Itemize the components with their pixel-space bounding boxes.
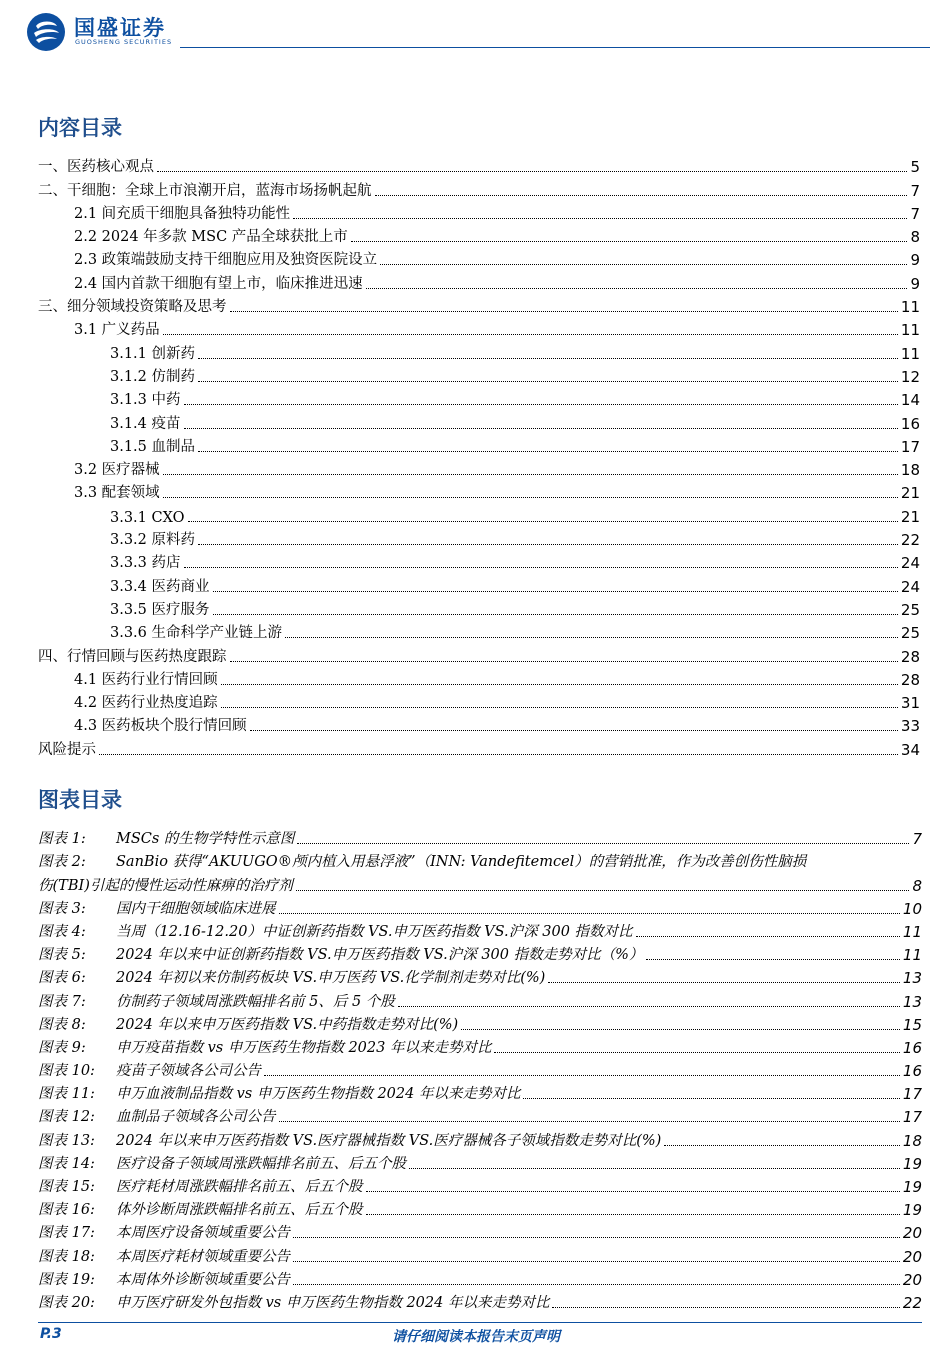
dot-leader xyxy=(296,890,910,891)
toc-entry-page: 22 xyxy=(900,531,920,550)
figure-number: 图表 10: xyxy=(38,1063,95,1080)
figure-title: 仿制药子领域周涨跌幅排名前 5、后 5 个股 xyxy=(116,993,395,1010)
figure-number: 图表 2: xyxy=(38,854,86,871)
figures-title: 图表目录 xyxy=(38,787,122,812)
figure-page: 17 xyxy=(902,1085,922,1104)
toc-entry-label: 3.1 广义药品 xyxy=(74,322,160,339)
figure-entry[interactable] xyxy=(38,1219,922,1242)
dot-leader xyxy=(198,544,898,545)
toc-entry-page: 25 xyxy=(900,624,920,643)
dot-leader xyxy=(366,1191,900,1192)
figure-title: 本周医疗耗材领域重要公告 xyxy=(116,1248,290,1265)
figure-title: MSCs 的生物学特性示意图 xyxy=(116,831,295,848)
toc-entry-label: 3.3 配套领域 xyxy=(74,485,160,502)
dot-leader xyxy=(198,358,898,359)
toc-entry[interactable] xyxy=(38,316,920,339)
figure-page: 13 xyxy=(902,969,922,988)
toc-entry-label: 4.2 医药行业热度追踪 xyxy=(74,695,218,712)
figure-page: 16 xyxy=(902,1038,922,1057)
figure-number: 图表 19: xyxy=(38,1271,95,1288)
toc-entry[interactable] xyxy=(38,619,920,642)
dot-leader xyxy=(264,1075,900,1076)
figure-number: 图表 20: xyxy=(38,1294,95,1311)
toc-entry-label: 三、细分领域投资策略及思考 xyxy=(38,299,227,316)
figure-number: 图表 6: xyxy=(38,970,86,987)
toc-entry-label: 3.3.5 医疗服务 xyxy=(110,601,210,618)
figure-title: 血制品子领域各公司公告 xyxy=(116,1109,276,1126)
toc-entry[interactable] xyxy=(38,502,920,525)
toc-entry-label: 2.4 国内首款干细胞有望上市，临床推进迅速 xyxy=(74,275,363,292)
toc-entry-label: 3.1.1 创新药 xyxy=(110,345,196,362)
toc-entry[interactable] xyxy=(38,386,920,409)
figure-title: 2024 年以来中证创新药指数 VS.申万医药指数 VS.沪深 300 指数走势对比（%） xyxy=(116,947,644,964)
dot-leader xyxy=(461,1029,900,1030)
figure-entry[interactable] xyxy=(38,1266,922,1289)
figure-page: 10 xyxy=(902,899,922,918)
toc-entry-page: 7 xyxy=(910,181,920,200)
toc-entry[interactable] xyxy=(38,223,920,246)
figure-number: 图表 1: xyxy=(38,831,86,848)
toc-entry-page: 21 xyxy=(900,484,920,503)
figure-title: 体外诊断周涨跌幅排名前五、后五个股 xyxy=(116,1202,363,1219)
dot-leader xyxy=(552,1307,899,1308)
figure-entry[interactable] xyxy=(38,1080,922,1103)
dot-leader xyxy=(380,264,907,265)
toc-entry[interactable] xyxy=(38,176,920,199)
toc-entry-label: 3.1.5 血制品 xyxy=(110,438,196,455)
disclaimer-note: 请仔细阅读本报告末页声明 xyxy=(392,1329,560,1345)
toc-entry-label: 风险提示 xyxy=(38,741,96,758)
toc-entry-page: 24 xyxy=(900,554,920,573)
figure-number: 图表 4: xyxy=(38,923,86,940)
figure-page: 18 xyxy=(902,1131,922,1150)
figure-entry[interactable] xyxy=(38,825,922,848)
figure-number: 图表 13: xyxy=(38,1132,95,1149)
dot-leader xyxy=(184,567,898,568)
figure-page: 20 xyxy=(902,1224,922,1243)
figure-title: 申万疫苗指数 vs 申万医药生物指数 2023 年以来走势对比 xyxy=(116,1039,492,1056)
dot-leader xyxy=(285,637,898,638)
toc-entry[interactable] xyxy=(38,596,920,619)
dot-leader xyxy=(494,1052,899,1053)
toc-entry[interactable] xyxy=(38,456,920,479)
figure-title: SanBio 获得“AKUUGO®颅内植入用悬浮液”（INN: Vandefitemcel）的营销批准，作为改善创伤性脑损 xyxy=(116,854,807,871)
toc-entry-page: 17 xyxy=(900,437,920,456)
figure-title: 申万血液制品指数 vs 申万医药生物指数 2024 年以来走势对比 xyxy=(116,1086,521,1103)
figure-entry[interactable] xyxy=(38,964,922,987)
dot-leader xyxy=(184,428,898,429)
toc-entry[interactable] xyxy=(38,433,920,456)
toc-entry[interactable] xyxy=(38,526,920,549)
figure-page: 19 xyxy=(902,1178,922,1196)
dot-leader xyxy=(198,451,898,452)
dot-leader xyxy=(297,843,909,844)
figure-number: 图表 14: xyxy=(38,1155,95,1172)
dot-leader xyxy=(293,1237,900,1238)
figure-number: 图表 9: xyxy=(38,1039,86,1056)
figure-page: 20 xyxy=(902,1270,922,1289)
figure-page: 19 xyxy=(902,1154,922,1173)
dot-leader xyxy=(184,404,898,405)
figure-number: 图表 11: xyxy=(38,1086,95,1103)
toc-entry-label: 3.2 医疗器械 xyxy=(74,462,160,479)
figure-page: 17 xyxy=(902,1108,922,1127)
toc-entry-page: 24 xyxy=(900,577,920,596)
toc-entry-label: 2.2 2024 年多款 MSC 产品全球获批上市 xyxy=(74,229,348,246)
page-number: P.3 xyxy=(40,1326,62,1342)
toc-entry-label: 3.3.1 CXO xyxy=(110,509,185,526)
figure-page: 11 xyxy=(902,946,922,965)
toc-entry-page: 5 xyxy=(910,158,920,177)
toc-entry[interactable] xyxy=(38,642,920,665)
figure-title: 本周体外诊断领域重要公告 xyxy=(116,1271,290,1288)
toc-entry-page: 11 xyxy=(900,344,920,363)
toc-entry[interactable] xyxy=(38,735,920,758)
figure-number: 图表 18: xyxy=(38,1248,95,1265)
toc-entry[interactable] xyxy=(38,712,920,735)
toc-entry-page: 25 xyxy=(900,600,920,619)
figure-title: 疫苗子领域各公司公告 xyxy=(116,1063,261,1080)
figure-entry[interactable] xyxy=(38,1103,922,1126)
figure-entry[interactable] xyxy=(38,918,922,941)
figure-title-continued: 伤(TBI)引起的慢性运动性麻痹的治疗剂 xyxy=(38,877,293,894)
figure-title: 医疗设备子领域周涨跌幅排名前五、后五个股 xyxy=(116,1155,406,1172)
dot-leader xyxy=(293,1284,900,1285)
dot-leader xyxy=(375,195,908,196)
toc-entry[interactable] xyxy=(38,549,920,572)
dot-leader xyxy=(646,959,900,960)
dot-leader xyxy=(230,311,898,312)
figure-page: 8 xyxy=(912,876,922,895)
toc-entry[interactable] xyxy=(38,293,920,316)
toc-entry-page: 31 xyxy=(900,694,920,713)
toc-entry[interactable] xyxy=(38,572,920,595)
toc-entry[interactable] xyxy=(38,269,920,292)
list-of-figures xyxy=(38,825,922,1312)
toc-entry[interactable] xyxy=(38,689,920,712)
figure-page: 19 xyxy=(902,1201,922,1220)
figure-page: 22 xyxy=(902,1293,922,1312)
figure-number: 图表 5: xyxy=(38,947,86,964)
toc-entry[interactable] xyxy=(38,246,920,269)
figure-entry[interactable] xyxy=(38,1242,922,1265)
figure-number: 图表 17: xyxy=(38,1225,95,1242)
dot-leader xyxy=(188,521,898,522)
toc-entry-page: 14 xyxy=(900,391,920,410)
figure-number: 图表 7: xyxy=(38,993,86,1010)
dot-leader xyxy=(398,1006,900,1007)
toc-entry-label: 3.1.4 疫苗 xyxy=(110,415,181,432)
toc-entry-label: 2.3 政策端鼓励支持干细胞应用及独资医院设立 xyxy=(74,252,378,269)
toc-entry-page: 18 xyxy=(900,461,920,480)
figure-entry[interactable] xyxy=(38,1034,922,1057)
figure-title: 2024 年初以来仿制药板块 VS.申万医药 VS.化学制剂走势对比(%) xyxy=(116,970,546,987)
company-name-en: GUOSHENG SECURITIES xyxy=(75,38,173,46)
toc-entry-label: 二、干细胞：全球上市浪潮开启，蓝海市场扬帆起航 xyxy=(38,182,372,199)
figure-title: 国内干细胞领域临床进展 xyxy=(116,900,276,917)
dot-leader xyxy=(163,334,898,335)
toc-entry-page: 9 xyxy=(910,274,920,293)
dot-leader xyxy=(351,241,908,242)
toc-title: 内容目录 xyxy=(38,115,122,140)
figure-entry[interactable] xyxy=(38,1289,922,1312)
toc-entry-page: 33 xyxy=(900,717,920,736)
figure-entry[interactable] xyxy=(38,1150,922,1173)
toc-entry[interactable] xyxy=(38,363,920,386)
toc-entry-label: 4.3 医药板块个股行情回顾 xyxy=(74,718,247,735)
toc-entry-label: 2.1 间充质干细胞具备独特功能性 xyxy=(74,205,291,222)
figure-title: 申万医疗研发外包指数 vs 申万医药生物指数 2024 年以来走势对比 xyxy=(116,1294,550,1311)
dot-leader xyxy=(293,218,907,219)
figure-page: 16 xyxy=(902,1062,922,1081)
dot-leader xyxy=(99,754,898,755)
dot-leader xyxy=(664,1145,900,1146)
toc-entry-page: 16 xyxy=(900,414,920,433)
company-name-cn: 国盛证券 xyxy=(74,16,166,40)
figure-page: 13 xyxy=(902,992,922,1011)
dot-leader xyxy=(409,1168,900,1169)
dot-leader xyxy=(221,707,898,708)
toc-entry[interactable] xyxy=(38,153,920,176)
toc-entry[interactable] xyxy=(38,409,920,432)
figure-entry[interactable] xyxy=(38,1057,922,1080)
toc-entry-label: 3.3.6 生命科学产业链上游 xyxy=(110,625,283,642)
toc-entry-label: 4.1 医药行业行情回顾 xyxy=(74,671,218,688)
figure-entry-continued[interactable] xyxy=(38,871,922,894)
figure-title: 2024 年以来申万医药指数 VS.中药指数走势对比(%) xyxy=(116,1016,459,1033)
toc-entry[interactable] xyxy=(38,479,920,502)
dot-leader xyxy=(213,591,898,592)
figure-entry[interactable] xyxy=(38,987,922,1010)
figure-page: 15 xyxy=(902,1015,922,1034)
toc-entry-page: 12 xyxy=(900,367,920,386)
toc-entry-page: 28 xyxy=(900,670,920,689)
figure-number: 图表 8: xyxy=(38,1016,86,1033)
toc-entry-label: 3.1.3 中药 xyxy=(110,392,181,409)
dot-leader xyxy=(163,497,898,498)
toc-entry-page: 8 xyxy=(910,228,920,247)
figure-number: 图表 3: xyxy=(38,900,86,917)
toc-entry-page: 21 xyxy=(900,507,920,526)
figure-entry[interactable] xyxy=(38,895,922,918)
figure-entry[interactable] xyxy=(38,1173,922,1196)
dot-leader xyxy=(279,913,900,914)
toc-entry-label: 一、医药核心观点 xyxy=(38,159,154,176)
figure-title: 2024 年以来申万医药指数 VS.医疗器械指数 VS.医疗器械各子领域指数走势对比(%) xyxy=(116,1132,662,1149)
figure-page: 7 xyxy=(912,830,922,849)
dot-leader xyxy=(366,288,908,289)
toc-entry-label: 3.3.4 医药商业 xyxy=(110,578,210,595)
dot-leader xyxy=(157,171,907,172)
dot-leader xyxy=(213,614,898,615)
toc-entry[interactable] xyxy=(38,339,920,362)
toc-entry-label: 3.1.2 仿制药 xyxy=(110,368,196,385)
toc-entry-label: 四、行情回顾与医药热度跟踪 xyxy=(38,648,227,665)
figure-number: 图表 12: xyxy=(38,1109,95,1126)
figure-entry[interactable] xyxy=(38,1126,922,1149)
dot-leader xyxy=(293,1261,900,1262)
figure-number: 图表 16: xyxy=(38,1202,95,1219)
dot-leader xyxy=(279,1121,900,1122)
toc-entry-page: 7 xyxy=(910,204,920,223)
dot-leader xyxy=(250,730,898,731)
figure-entry[interactable] xyxy=(38,848,922,871)
table-of-contents xyxy=(38,153,920,759)
figure-entry[interactable] xyxy=(38,1011,922,1034)
dot-leader xyxy=(366,1214,900,1215)
header-divider xyxy=(180,47,930,48)
toc-entry-page: 11 xyxy=(900,298,920,317)
toc-entry[interactable] xyxy=(38,666,920,689)
figure-page: 20 xyxy=(902,1247,922,1266)
dot-leader xyxy=(163,474,898,475)
toc-entry-page: 34 xyxy=(900,740,920,759)
dot-leader xyxy=(636,936,900,937)
toc-entry-page: 9 xyxy=(910,251,920,270)
toc-entry-page: 11 xyxy=(900,321,920,340)
dot-leader xyxy=(230,661,898,662)
figure-entry[interactable] xyxy=(38,941,922,964)
toc-entry-label: 3.3.2 原料药 xyxy=(110,532,196,549)
guosheng-logo-icon xyxy=(26,12,66,52)
figure-page: 11 xyxy=(902,922,922,941)
dot-leader xyxy=(198,381,898,382)
footer-divider xyxy=(38,1322,922,1323)
figure-entry[interactable] xyxy=(38,1196,922,1219)
figure-number: 图表 15: xyxy=(38,1179,95,1195)
dot-leader xyxy=(523,1098,899,1099)
dot-leader xyxy=(221,684,898,685)
figure-title: 医疗耗材周涨跌幅排名前五、后五个股 xyxy=(116,1179,363,1195)
figure-title: 本周医疗设备领域重要公告 xyxy=(116,1225,290,1242)
toc-entry-page: 28 xyxy=(900,647,920,666)
page-header xyxy=(0,0,952,60)
toc-entry[interactable] xyxy=(38,200,920,223)
toc-entry-label: 3.3.3 药店 xyxy=(110,555,181,572)
figure-title: 当周（12.16-12.20）中证创新药指数 VS.申万医药指数 VS.沪深 300 指数对比 xyxy=(116,923,633,940)
dot-leader xyxy=(548,982,900,983)
